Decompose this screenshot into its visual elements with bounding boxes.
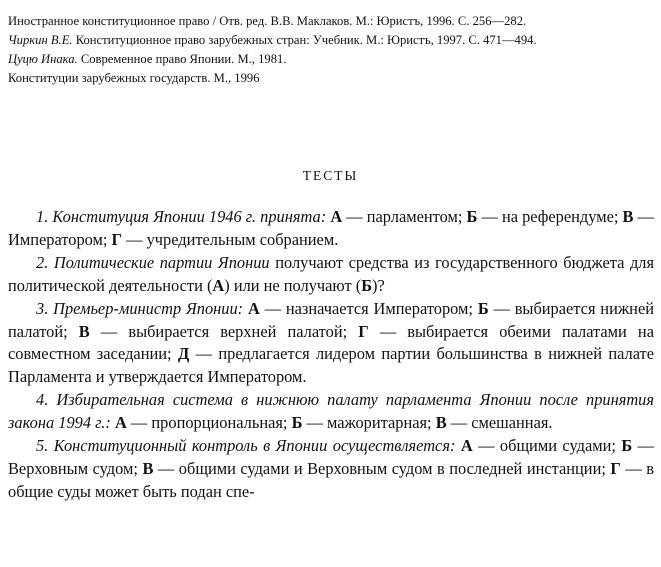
question-1 — [8, 206, 654, 252]
option-letter: А — [330, 207, 343, 226]
option-letter: Б — [466, 207, 478, 226]
question-prompt: 4. Избирательная система в нижнюю палату парламента Японии после принятия закона 1994 г.: — [8, 390, 654, 433]
option-text: — выбирается обеими палатами на совместном заседании; — [8, 321, 654, 364]
question-2 — [8, 252, 654, 298]
section-heading: ТЕСТЫ — [302, 168, 359, 183]
option-text: — назначается Императором; — [259, 298, 478, 318]
question-prompt: 3. Премьер-министр Японии: — [36, 298, 244, 318]
reference-item — [8, 31, 654, 50]
question-4 — [8, 389, 654, 435]
option-text: — выбирается верхней палатой; — [89, 321, 359, 341]
option-letter: А — [460, 436, 473, 456]
option-letter: Г — [610, 458, 621, 478]
option-letter: Д — [177, 344, 190, 364]
option-letter: В — [435, 413, 447, 433]
reference-item — [8, 69, 654, 88]
option-text: — общими судами и Верховным судом в последней инстанции; — [153, 458, 611, 478]
question-prompt: 2. Политические партии Японии — [36, 252, 270, 272]
reference-author: Цуцю Инака. — [8, 52, 78, 66]
option-text: — пропорциональная; — [126, 413, 292, 433]
option-letter: Г — [111, 229, 122, 249]
option-letter: Г — [358, 321, 369, 341]
question-text: получают средства из государственного бюджета для политической деятельности ( — [8, 252, 654, 295]
option-text: — выбирается нижней палатой; — [8, 298, 654, 341]
option-letter: Б — [477, 298, 489, 318]
option-text: — Императором; — [8, 207, 654, 249]
option-letter: Б — [621, 436, 633, 456]
reference-text: Иностранное конституционное право / Отв. ред. В.В. Маклаков. М.: Юристъ, 1996. С. 256—282. — [8, 14, 527, 28]
reference-text: Конституционное право зарубежных стран: Учебник. М.: Юристъ, 1997. С. 471—494. — [72, 33, 537, 47]
option-letter: В — [78, 321, 90, 341]
option-text: — смешанная. — [446, 413, 553, 433]
question-prompt: 1. Конституция Японии 1946 г. принята: — [36, 207, 327, 226]
reference-author: Чиркин В.Е. — [8, 33, 73, 47]
question-5 — [8, 435, 654, 504]
question-prompt: 5. Конституционный контроль в Японии осуществляется: — [36, 436, 456, 456]
option-text: — Верховным судом; — [8, 436, 654, 478]
reference-text: Современное право Японии. М., 1981. — [77, 52, 287, 66]
option-letter: В — [622, 207, 634, 226]
test-questions — [8, 206, 654, 504]
option-text: — на референдуме; — [477, 207, 623, 226]
option-letter: А — [114, 413, 127, 433]
option-text: — учредительным собранием. — [121, 229, 339, 249]
question-text: )? — [372, 275, 385, 295]
option-text: — общими судами; — [472, 436, 622, 456]
option-letter: Б — [361, 275, 373, 295]
option-letter: В — [142, 458, 154, 478]
option-text: — в общие суды может быть подан спе- — [8, 458, 654, 501]
reference-list — [8, 12, 654, 88]
reference-item — [8, 50, 654, 69]
option-text: — предлагается лидером партии большинства в нижней палате Парламента и утверждается Императором. — [8, 344, 654, 387]
reference-item — [8, 12, 654, 31]
option-letter: А — [247, 298, 260, 318]
question-3 — [8, 298, 654, 390]
option-text: — мажоритарная; — [302, 413, 436, 433]
reference-text: Конституции зарубежных государств. М., 1996 — [8, 71, 260, 85]
question-text: ) или не получают ( — [224, 275, 362, 295]
option-letter: А — [212, 275, 225, 295]
option-text: — парламентом; — [342, 207, 467, 226]
option-letter: Б — [291, 413, 303, 433]
